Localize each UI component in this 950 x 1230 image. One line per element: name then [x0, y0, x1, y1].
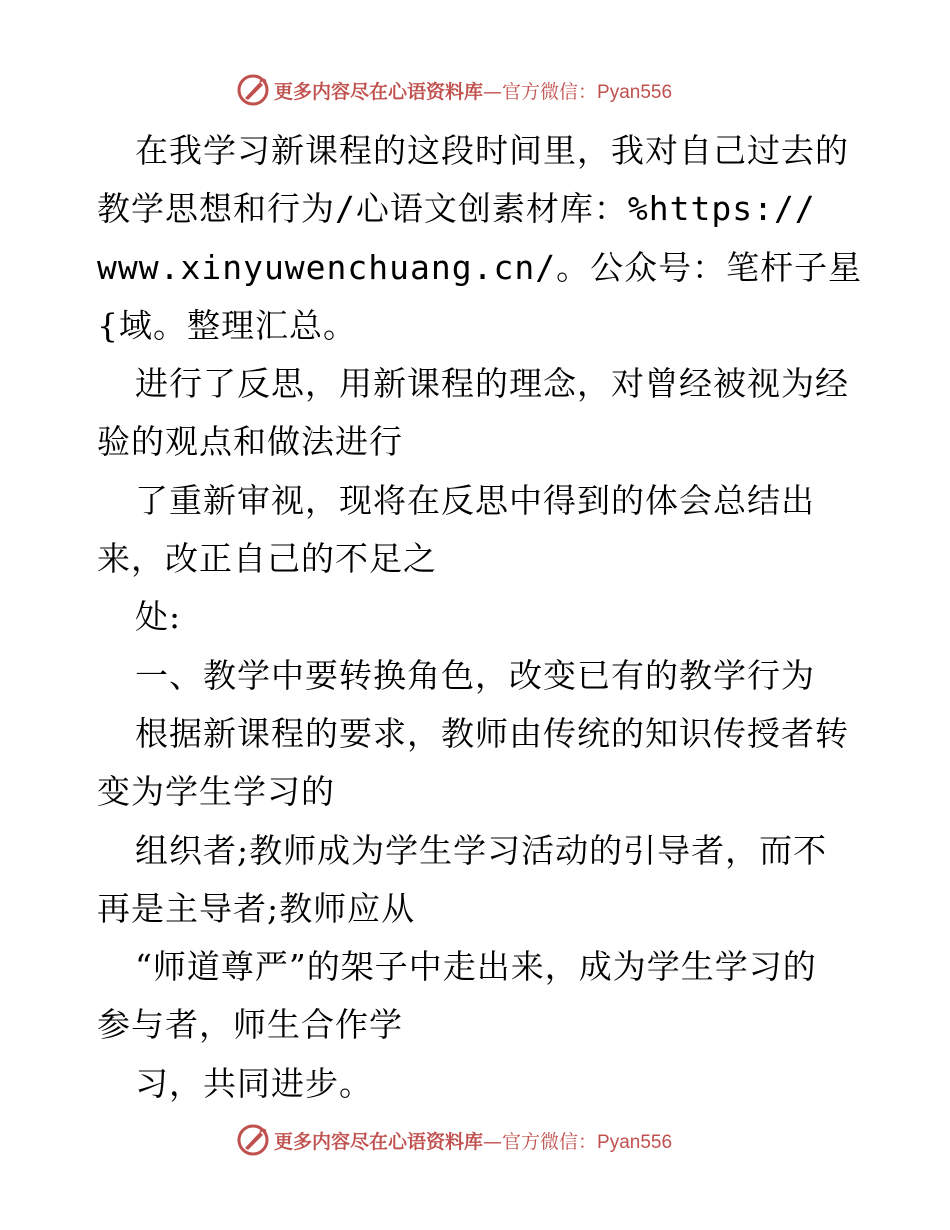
paragraph-line: {域。整理汇总。: [97, 305, 357, 345]
paragraph-line: 处:: [135, 597, 182, 637]
paragraph-line: 参与者，师生合作学: [97, 1005, 403, 1045]
document-body: [97, 122, 897, 1113]
paragraph-line: 了重新审视，现将在反思中得到的体会总结出: [135, 480, 815, 520]
header-banner: [236, 72, 716, 108]
banner-text: 更多内容尽在心语资料库—官方微信：Pyan556: [274, 1130, 673, 1153]
paragraph-line: 习，共同进步。: [135, 1063, 373, 1103]
quill-seal-icon: [236, 73, 270, 107]
paragraph-line: 再是主导者;教师应从: [97, 888, 416, 928]
paragraph-line: www.xinyuwenchuang.cn/。公众号：笔杆子星: [97, 247, 863, 287]
paragraph-line: 来，改正自己的不足之: [97, 539, 437, 579]
banner-text: 更多内容尽在心语资料库—官方微信：Pyan556: [274, 80, 673, 103]
footer-banner: [236, 1122, 716, 1158]
paragraph-line: 根据新课程的要求，教师由传统的知识传授者转: [135, 713, 849, 753]
paragraph-line: “师道尊严”的架子中走出来，成为学生学习的: [135, 947, 817, 987]
paragraph-line: 教学思想和行为/心语文创素材库：%https://: [97, 189, 816, 229]
paragraph-line: 变为学生学习的: [97, 772, 335, 812]
paragraph-line: 验的观点和做法进行: [97, 422, 403, 462]
section-heading: 一、教学中要转换角色，改变已有的教学行为: [135, 655, 815, 695]
paragraph-line: 进行了反思，用新课程的理念，对曾经被视为经: [135, 364, 849, 404]
quill-seal-icon: [236, 1123, 270, 1157]
paragraph-line: 组织者;教师成为学生学习活动的引导者，而不: [135, 830, 828, 870]
paragraph-line: 在我学习新课程的这段时间里，我对自己过去的: [135, 131, 849, 170]
